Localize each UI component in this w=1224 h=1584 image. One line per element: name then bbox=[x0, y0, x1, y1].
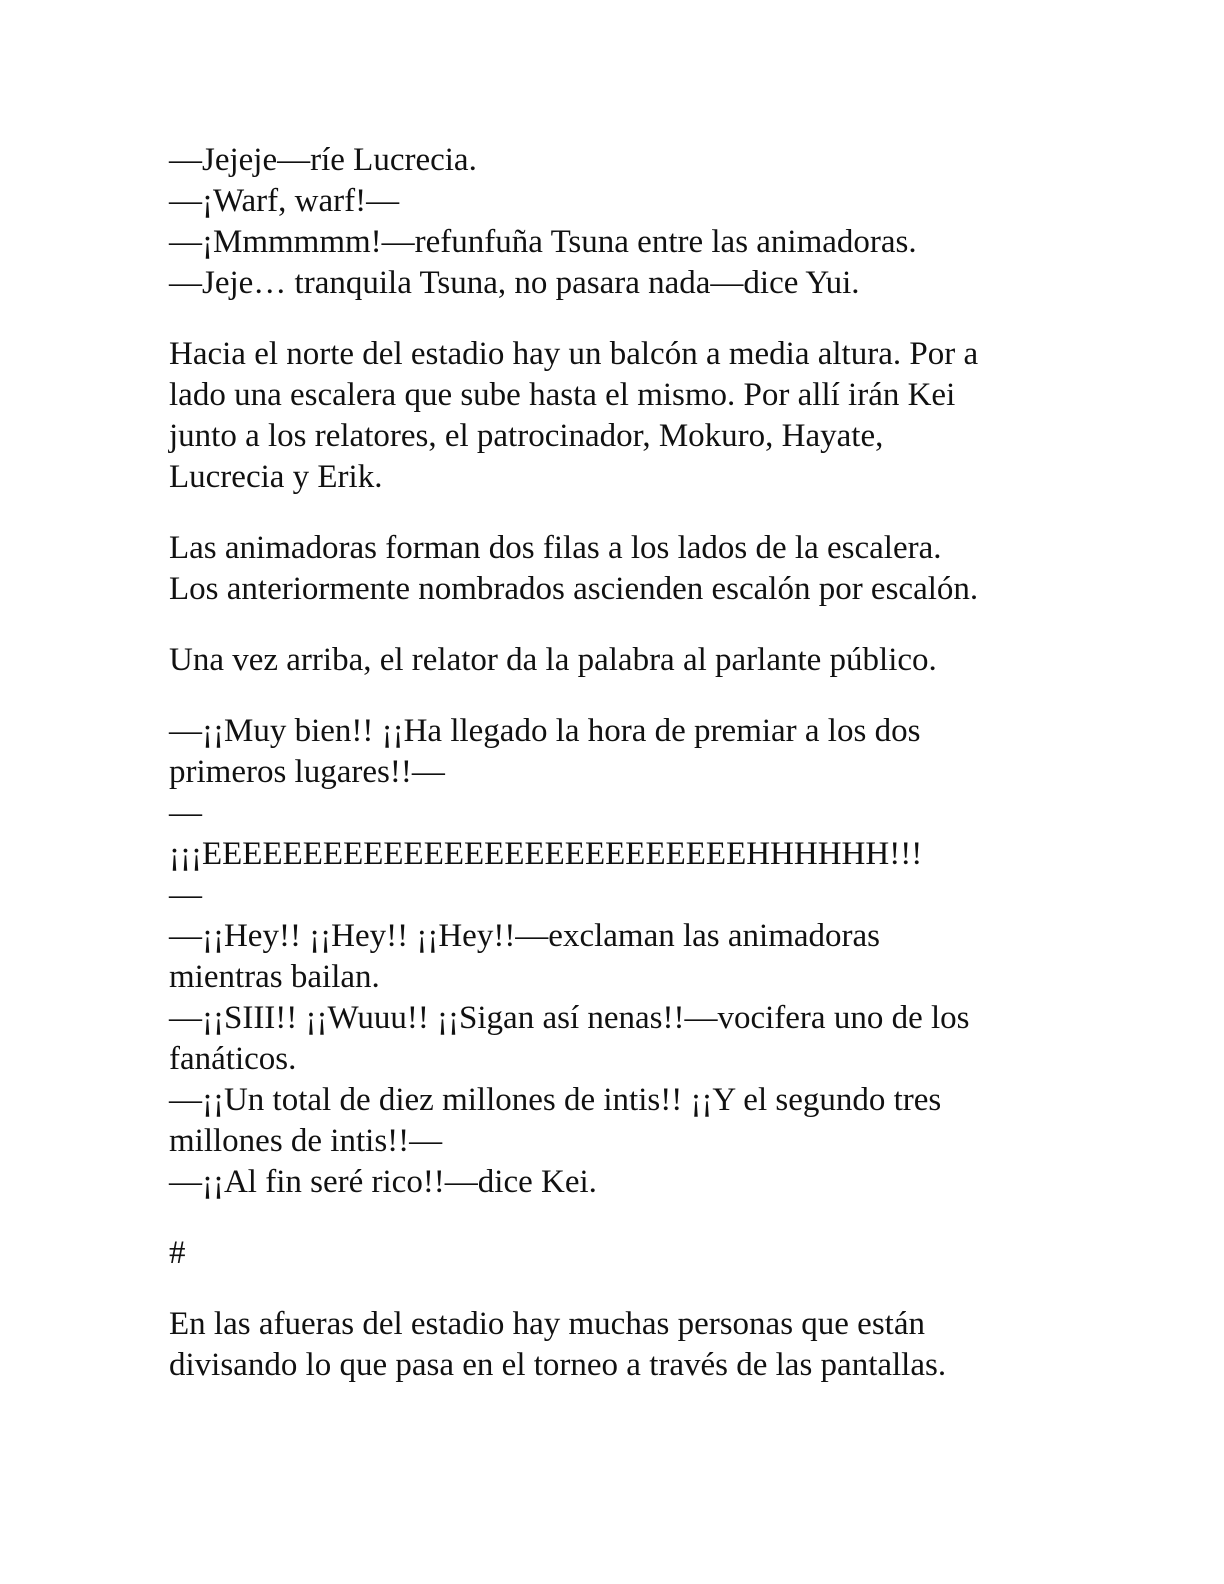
text-line: Una vez arriba, el relator da la palabra al parlante público. bbox=[169, 642, 937, 678]
paragraph-announcer bbox=[169, 640, 1069, 681]
text-line: —¡Mmmmmm!—refunfuña Tsuna entre las animadoras. bbox=[169, 224, 917, 260]
scene-break-marker: # bbox=[169, 1235, 186, 1271]
text-line: mientras bailan. bbox=[169, 959, 380, 995]
text-line: divisando lo que pasa en el torneo a través de las pantallas. bbox=[169, 1347, 947, 1383]
scene-break bbox=[169, 1233, 1069, 1274]
text-line: millones de intis!!— bbox=[169, 1123, 443, 1159]
text-line: En las afueras del estadio hay muchas personas que están bbox=[169, 1306, 925, 1342]
text-line: —Jeje… tranquila Tsuna, no pasara nada—dice Yui. bbox=[169, 265, 860, 301]
text-line: — bbox=[169, 877, 202, 913]
paragraph-outside-stadium bbox=[169, 1304, 1069, 1386]
text-line: —Jejeje—ríe Lucrecia. bbox=[169, 142, 477, 178]
dialogue-block-awards bbox=[169, 711, 1069, 1203]
text-line: —¡¡Muy bien!! ¡¡Ha llegado la hora de premiar a los dos bbox=[169, 713, 921, 749]
text-line: —¡¡Al fin seré rico!!—dice Kei. bbox=[169, 1164, 597, 1200]
text-line: ¡¡¡EEEEEEEEEEEEEEEEEEEEEEEEEEEHHHHHH!!! bbox=[169, 836, 923, 872]
text-line: — bbox=[169, 795, 202, 831]
text-line: —¡¡Hey!! ¡¡Hey!! ¡¡Hey!!—exclaman las animadoras bbox=[169, 918, 880, 954]
text-line: lado una escalera que sube hasta el mismo. Por allí irán Kei bbox=[169, 377, 956, 413]
text-line: —¡¡Un total de diez millones de intis!! ¡¡Y el segundo tres bbox=[169, 1082, 942, 1118]
text-line: junto a los relatores, el patrocinador, Mokuro, Hayate, bbox=[169, 418, 884, 454]
text-line: Las animadoras forman dos filas a los lados de la escalera. bbox=[169, 530, 942, 566]
paragraph-balcony bbox=[169, 334, 1069, 498]
text-line: fanáticos. bbox=[169, 1041, 297, 1077]
text-line: Lucrecia y Erik. bbox=[169, 459, 383, 495]
dialogue-block-opening bbox=[169, 140, 1069, 304]
document-page bbox=[169, 140, 1069, 1386]
text-line: —¡¡SIII!! ¡¡Wuuu!! ¡¡Sigan así nenas!!—vocifera uno de los bbox=[169, 1000, 970, 1036]
text-line: Hacia el norte del estadio hay un balcón a media altura. Por a bbox=[169, 336, 979, 372]
text-line: primeros lugares!!— bbox=[169, 754, 445, 790]
paragraph-cheerleaders bbox=[169, 528, 1069, 610]
text-line: —¡Warf, warf!— bbox=[169, 183, 400, 219]
text-line: Los anteriormente nombrados ascienden escalón por escalón. bbox=[169, 571, 979, 607]
